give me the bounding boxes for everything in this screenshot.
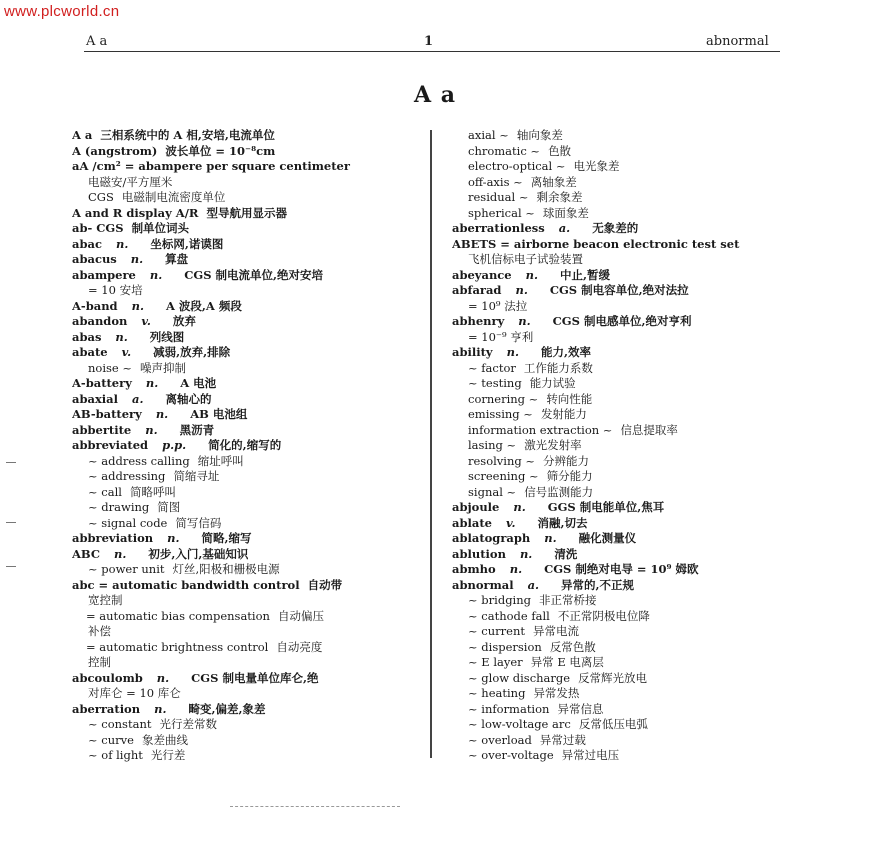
entry-headword: ~ over-voltage xyxy=(468,748,554,762)
dictionary-entry xyxy=(72,748,424,764)
entry-part-of-speech: n. xyxy=(525,267,538,282)
entry-definition: 型导航用显示器 xyxy=(206,205,287,220)
dictionary-entry xyxy=(72,671,424,687)
entry-headword: abbreviated xyxy=(72,438,149,452)
dictionary-entry xyxy=(72,609,424,625)
watermark: www.plcworld.cn xyxy=(4,3,120,20)
dictionary-entry xyxy=(452,671,792,687)
dictionary-entry xyxy=(72,159,424,175)
entry-headword: abbertite xyxy=(72,422,132,437)
entry-definition: 噪声抑制 xyxy=(140,360,187,375)
dictionary-entry xyxy=(452,702,792,718)
entry-headword: abmho xyxy=(452,562,496,576)
entry-definition: 控制 xyxy=(88,655,111,669)
entry-definition: 信号监测能力 xyxy=(524,484,594,499)
entry-headword: A (angstrom) xyxy=(72,143,158,158)
entry-definition: GGS 制电能单位,焦耳 xyxy=(547,500,665,514)
entry-part-of-speech: n. xyxy=(115,329,128,344)
entry-headword: ability xyxy=(452,345,493,359)
dictionary-entry xyxy=(72,376,424,392)
dictionary-entry xyxy=(72,361,424,377)
dictionary-entry xyxy=(72,128,424,144)
dictionary-entry xyxy=(72,438,424,454)
entry-headword: ~ bridging xyxy=(468,593,531,607)
margin-mark xyxy=(6,566,16,567)
entry-definition: 工作能力系数 xyxy=(523,360,593,375)
entry-headword: off-axis ~ xyxy=(468,174,523,189)
entry-part-of-speech: n. xyxy=(155,407,169,421)
dictionary-entry xyxy=(72,175,424,191)
dictionary-entry xyxy=(452,624,792,640)
dictionary-entry xyxy=(72,733,424,749)
left-column xyxy=(72,128,424,764)
entry-definition: 色散 xyxy=(548,143,572,158)
entry-part-of-speech: n. xyxy=(130,252,144,266)
entry-part-of-speech: n. xyxy=(114,546,127,561)
entry-part-of-speech: n. xyxy=(149,267,163,282)
entry-headword: ~ testing xyxy=(468,376,522,390)
dictionary-entry xyxy=(72,531,424,547)
entry-definition: 不正常阴极电位降 xyxy=(557,608,650,623)
dictionary-entry xyxy=(452,454,792,470)
entry-headword: aberration xyxy=(72,701,141,716)
entry-definition: 中止,暂缓 xyxy=(560,267,611,282)
entry-definition: 自动偏压 xyxy=(277,608,324,623)
entry-definition: 电光象差 xyxy=(573,159,620,173)
entry-definition: CGS 制电量单位库仑,绝 xyxy=(191,670,319,685)
entry-definition: 补偿 xyxy=(88,624,111,638)
dictionary-entry xyxy=(72,485,424,501)
entry-definition: 电磁制电流密度单位 xyxy=(121,190,226,204)
dictionary-entry xyxy=(72,190,424,206)
entry-headword: ~ overload xyxy=(468,732,532,747)
entry-headword: ~ call xyxy=(88,484,122,499)
entry-part-of-speech: v. xyxy=(141,314,151,328)
entry-definition: 剩余象差 xyxy=(536,190,583,204)
entry-definition: 对库仑 = 10 库仑 xyxy=(88,686,181,700)
entry-headword: ~ glow discharge xyxy=(468,670,571,685)
dictionary-entry xyxy=(72,221,424,237)
entry-definition: 反常低压电弧 xyxy=(578,717,648,731)
entry-headword: abeyance xyxy=(452,267,512,282)
dictionary-entry xyxy=(452,423,792,439)
entry-definition: 自动亮度 xyxy=(276,639,323,654)
entry-definition: 能力,效率 xyxy=(540,345,591,359)
dictionary-entry xyxy=(72,454,424,470)
entry-part-of-speech: n. xyxy=(518,314,531,328)
entry-headword: chromatic ~ xyxy=(468,143,541,158)
entry-headword: abampere xyxy=(72,267,136,282)
entry-headword: information extraction ~ xyxy=(468,422,613,437)
dictionary-entry xyxy=(72,640,424,656)
entry-definition: 能力试验 xyxy=(529,376,576,390)
dictionary-entry xyxy=(72,562,424,578)
dictionary-entry xyxy=(72,392,424,408)
dictionary-entry xyxy=(452,500,792,516)
entry-definition: 非正常桥接 xyxy=(539,593,597,607)
margin-mark xyxy=(6,462,16,463)
entry-definition: 信息提取率 xyxy=(620,422,678,437)
entry-headword: CGS xyxy=(88,190,114,204)
entry-definition: 清洗 xyxy=(554,546,578,561)
entry-definition: 放弃 xyxy=(172,314,196,328)
entry-definition: 三相系统中的 A 相,安培,电流单位 xyxy=(100,128,275,142)
entry-definition: 简图 xyxy=(157,500,181,514)
entry-part-of-speech: n. xyxy=(131,298,144,313)
dictionary-entry xyxy=(72,268,424,284)
dictionary-entry xyxy=(72,144,424,160)
entry-definition: 消融,切去 xyxy=(537,515,588,530)
dictionary-entry xyxy=(72,206,424,222)
entry-definition: 转向性能 xyxy=(546,391,593,406)
entry-definition: 异常信息 xyxy=(557,701,604,716)
entry-definition: 初步,入门,基础知识 xyxy=(148,546,249,561)
dictionary-entry xyxy=(452,655,792,671)
entry-headword: A a xyxy=(72,128,93,142)
entry-headword: ~ drawing xyxy=(88,500,150,514)
entry-definition: CGS 制电流单位,绝对安培 xyxy=(184,267,324,282)
entry-definition: 异常过载 xyxy=(539,732,586,747)
entry-part-of-speech: n. xyxy=(145,422,158,437)
entry-definition: 坐标网,诺谟图 xyxy=(150,236,224,251)
entry-definition: 电磁安/平方厘米 xyxy=(88,174,173,189)
dictionary-entry xyxy=(452,562,792,578)
dictionary-entry xyxy=(72,299,424,315)
dictionary-entry xyxy=(452,330,792,346)
entry-headword: noise ~ xyxy=(88,360,133,375)
entry-headword: aberrationless xyxy=(452,221,545,235)
entry-headword: ~ E layer xyxy=(468,655,523,669)
dictionary-entry xyxy=(72,593,424,609)
entry-part-of-speech: v. xyxy=(121,345,132,359)
dictionary-entry xyxy=(452,299,792,315)
entry-definition: 反常辉光放电 xyxy=(578,670,648,685)
entry-definition: 简略呼叫 xyxy=(129,484,176,499)
dictionary-entry xyxy=(452,128,792,144)
entry-headword: ~ factor xyxy=(468,360,516,375)
dictionary-entry xyxy=(72,330,424,346)
entry-headword: abandon xyxy=(72,314,128,328)
dictionary-entry xyxy=(452,593,792,609)
dictionary-entry xyxy=(72,578,424,594)
entry-headword: ~ low-voltage arc xyxy=(468,717,571,731)
dictionary-entry xyxy=(452,717,792,733)
entry-headword: ablatograph xyxy=(452,531,531,545)
section-letter: A a xyxy=(414,82,456,108)
entry-headword: abas xyxy=(72,329,102,344)
entry-definition: 光行差常数 xyxy=(159,717,217,731)
entry-definition: 畸变,偏差,象差 xyxy=(188,701,266,716)
dictionary-entry xyxy=(452,392,792,408)
entry-headword: resolving ~ xyxy=(468,453,536,468)
entry-definition: 光行差 xyxy=(150,748,186,762)
entry-definition: 减弱,放弃,排除 xyxy=(153,345,231,359)
footer-marks xyxy=(230,806,400,811)
entry-definition: 算盘 xyxy=(165,252,189,266)
entry-definition: 飞机信标电子试验装置 xyxy=(468,252,583,266)
entry-definition: 宽控制 xyxy=(88,593,123,607)
dictionary-entry xyxy=(452,547,792,563)
entry-part-of-speech: n. xyxy=(145,376,159,390)
entry-headword: ~ signal code xyxy=(88,515,168,530)
entry-part-of-speech: a. xyxy=(132,391,144,406)
entry-headword: abc = automatic bandwidth control xyxy=(72,577,300,592)
entry-part-of-speech: n. xyxy=(167,531,180,545)
dictionary-entry xyxy=(452,361,792,377)
entry-definition: 反常色散 xyxy=(549,639,596,654)
entry-headword: ~ addressing xyxy=(88,469,166,483)
column-divider xyxy=(430,130,432,758)
entry-headword: lasing ~ xyxy=(468,438,517,452)
dictionary-entry xyxy=(452,469,792,485)
entry-definition: 象差曲线 xyxy=(141,732,188,747)
entry-definition: = 10⁻⁹ 亨利 xyxy=(468,329,534,344)
dictionary-entry xyxy=(452,206,792,222)
entry-headword: aA /cm² = abampere per square centimeter xyxy=(72,159,350,173)
entry-headword: ~ dispersion xyxy=(468,639,542,654)
dictionary-entry xyxy=(452,438,792,454)
dictionary-entry xyxy=(452,283,792,299)
dictionary-entry xyxy=(72,314,424,330)
entry-headword: ~ cathode fall xyxy=(468,608,550,623)
entry-definition: 简略,缩写 xyxy=(201,531,252,545)
entry-definition: 黑沥青 xyxy=(179,422,215,437)
entry-part-of-speech: n. xyxy=(154,701,167,716)
dictionary-entry xyxy=(452,609,792,625)
entry-definition: 融化测量仪 xyxy=(578,531,637,545)
entry-definition: AB 电池组 xyxy=(190,407,248,421)
dictionary-entry xyxy=(72,717,424,733)
entry-headword: A-battery xyxy=(72,376,132,390)
entry-headword: abaxial xyxy=(72,391,118,406)
margin-mark xyxy=(6,522,16,523)
entry-definition: 简缩寻址 xyxy=(173,469,220,483)
entry-definition: = 10⁹ 法拉 xyxy=(468,298,528,313)
entry-definition: 筛分能力 xyxy=(546,469,593,483)
entry-headword: = automatic bias compensation xyxy=(86,608,270,623)
entry-headword: abate xyxy=(72,345,108,359)
entry-headword: electro-optical ~ xyxy=(468,159,566,173)
entry-headword: screening ~ xyxy=(468,469,539,483)
entry-headword: A-band xyxy=(72,298,118,313)
entry-definition: 分辨能力 xyxy=(543,453,590,468)
entry-headword: abhenry xyxy=(452,314,505,328)
dictionary-entry xyxy=(452,190,792,206)
entry-definition: = 10 安培 xyxy=(88,283,143,297)
dictionary-entry xyxy=(452,252,792,268)
dictionary-entry xyxy=(72,237,424,253)
entry-headword: ablution xyxy=(452,546,506,561)
entry-headword: ~ heating xyxy=(468,686,526,700)
entry-definition: 异常电流 xyxy=(532,624,579,638)
entry-definition: 激光发射率 xyxy=(524,438,582,452)
entry-headword: ab- CGS xyxy=(72,221,124,235)
dictionary-entry xyxy=(452,314,792,330)
dictionary-entry xyxy=(452,640,792,656)
dictionary-entry xyxy=(452,221,792,237)
entry-definition: 缩址呼叫 xyxy=(197,453,244,468)
dictionary-entry xyxy=(72,655,424,671)
entry-headword: A and R display A/R xyxy=(72,205,199,220)
entry-definition: CGS 制绝对电导 = 10⁹ 姆欧 xyxy=(544,562,699,576)
entry-definition: 列线图 xyxy=(149,329,185,344)
entry-part-of-speech: n. xyxy=(506,345,519,359)
entry-headword: abac xyxy=(72,236,102,251)
entry-headword: ~ constant xyxy=(88,717,152,731)
dictionary-entry xyxy=(452,175,792,191)
entry-headword: ABETS = airborne beacon electronic test set xyxy=(452,236,740,251)
dictionary-entry xyxy=(452,578,792,594)
entry-definition: 异常 E 电离层 xyxy=(530,655,604,669)
entry-headword: ablate xyxy=(452,515,492,530)
running-head-right: abnormal xyxy=(706,34,769,49)
entry-headword: ~ current xyxy=(468,624,525,638)
dictionary-entry xyxy=(452,268,792,284)
entry-headword: ABC xyxy=(72,546,101,561)
entry-part-of-speech: p.p. xyxy=(162,438,187,452)
dictionary-entry xyxy=(72,283,424,299)
dictionary-entry xyxy=(72,252,424,268)
dictionary-entry xyxy=(72,500,424,516)
entry-headword: residual ~ xyxy=(468,190,529,204)
dictionary-entry xyxy=(452,516,792,532)
entry-headword: axial ~ xyxy=(468,128,509,142)
dictionary-entry xyxy=(72,345,424,361)
dictionary-entry xyxy=(452,144,792,160)
dictionary-entry xyxy=(452,407,792,423)
entry-definition: A 波段,A 频段 xyxy=(165,298,242,313)
entry-part-of-speech: n. xyxy=(515,283,528,297)
right-column xyxy=(452,128,792,764)
running-head-left: A a xyxy=(86,34,108,49)
entry-headword: emissing ~ xyxy=(468,407,533,421)
dictionary-entry xyxy=(72,423,424,439)
entry-headword: ~ of light xyxy=(88,748,143,762)
entry-headword: ~ information xyxy=(468,701,550,716)
dictionary-entry xyxy=(452,376,792,392)
entry-definition: 制单位词头 xyxy=(131,221,190,235)
dictionary-entry xyxy=(452,485,792,501)
entry-part-of-speech: n. xyxy=(156,670,170,685)
dictionary-entry xyxy=(452,237,792,253)
header-rule xyxy=(84,51,780,52)
entry-part-of-speech: n. xyxy=(513,500,526,514)
entry-headword: cornering ~ xyxy=(468,391,539,406)
dictionary-entry xyxy=(72,547,424,563)
entry-headword: abbreviation xyxy=(72,531,154,545)
dictionary-entry xyxy=(72,469,424,485)
dictionary-entry xyxy=(452,748,792,764)
entry-part-of-speech: n. xyxy=(519,546,533,561)
dictionary-entry xyxy=(72,624,424,640)
entry-headword: ~ address calling xyxy=(88,453,190,468)
dictionary-entry xyxy=(72,407,424,423)
entry-definition: 自动带 xyxy=(307,577,343,592)
entry-definition: 离轴心的 xyxy=(165,391,212,406)
entry-part-of-speech: a. xyxy=(558,221,571,235)
dictionary-entry xyxy=(452,159,792,175)
entry-headword: spherical ~ xyxy=(468,205,535,220)
entry-headword: abnormal xyxy=(452,577,514,592)
dictionary-entry xyxy=(452,345,792,361)
page-number: 1 xyxy=(424,34,434,49)
dictionary-entry xyxy=(452,686,792,702)
entry-definition: 简写信码 xyxy=(175,515,222,530)
dictionary-entry xyxy=(72,686,424,702)
entry-headword: ~ power unit xyxy=(88,562,165,576)
entry-headword: abjoule xyxy=(452,500,500,514)
dictionary-entry xyxy=(452,531,792,547)
entry-headword: abacus xyxy=(72,252,117,266)
entry-headword: AB-battery xyxy=(72,407,142,421)
entry-definition: CGS 制电感单位,绝对亨利 xyxy=(552,314,692,328)
entry-part-of-speech: n. xyxy=(544,531,557,545)
entry-headword: abcoulomb xyxy=(72,670,143,685)
entry-definition: 轴向象差 xyxy=(516,128,563,142)
entry-headword: = automatic brightness control xyxy=(86,639,269,654)
entry-headword: ~ curve xyxy=(88,732,134,747)
entry-definition: 简化的,缩写的 xyxy=(208,438,282,452)
entry-definition: CGS 制电容单位,绝对法拉 xyxy=(549,283,689,297)
entry-headword: abfarad xyxy=(452,283,502,297)
entry-definition: 波长单位 = 10⁻⁸cm xyxy=(165,143,276,158)
entry-definition: 发射能力 xyxy=(540,407,587,421)
entry-definition: 球面象差 xyxy=(542,205,589,220)
dictionary-entry xyxy=(72,702,424,718)
dictionary-entry xyxy=(72,516,424,532)
dictionary-entry xyxy=(452,733,792,749)
entry-definition: 离轴象差 xyxy=(530,174,577,189)
entry-definition: 异常过电压 xyxy=(561,748,620,762)
entry-definition: 异常的,不正规 xyxy=(561,577,635,592)
entry-part-of-speech: a. xyxy=(527,577,540,592)
entry-definition: 异常发热 xyxy=(533,686,580,700)
entry-definition: 无象差的 xyxy=(592,221,639,235)
entry-definition: A 电池 xyxy=(180,376,217,390)
entry-definition: 灯丝,阳极和栅极电源 xyxy=(172,562,280,576)
entry-part-of-speech: n. xyxy=(509,562,523,576)
entry-headword: signal ~ xyxy=(468,484,517,499)
entry-part-of-speech: n. xyxy=(115,236,129,251)
entry-part-of-speech: v. xyxy=(505,515,516,530)
